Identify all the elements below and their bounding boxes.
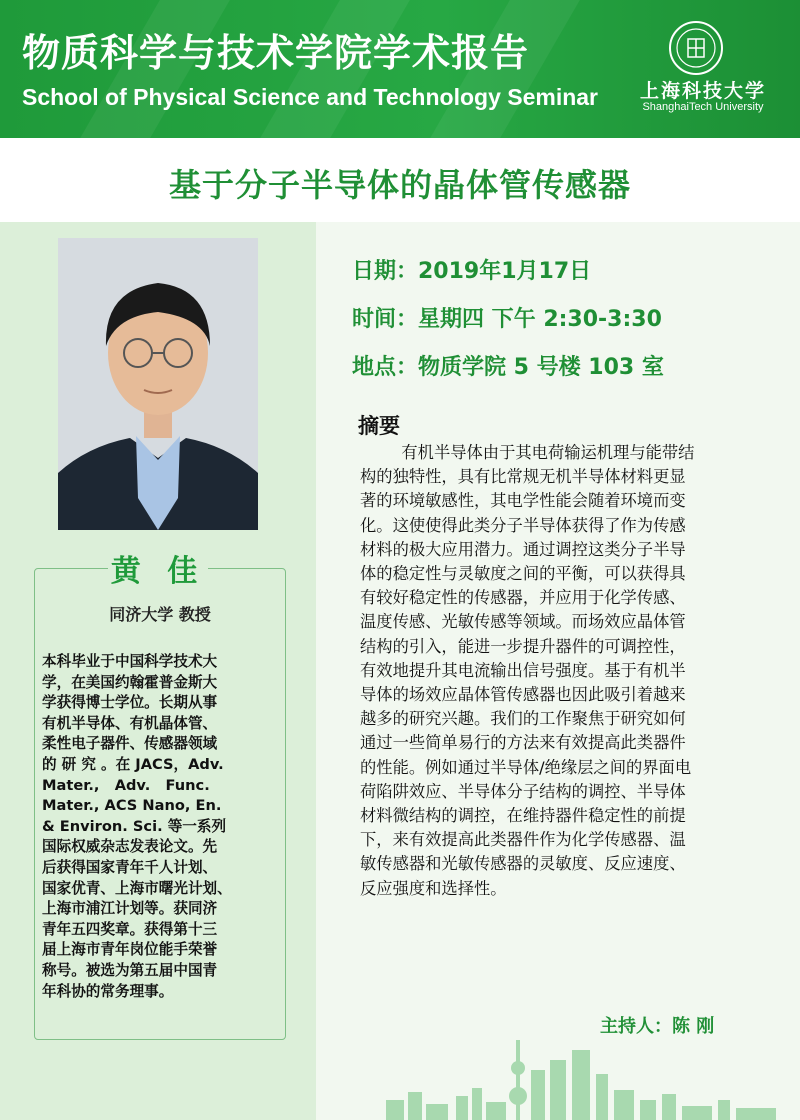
abstract-line: 越多的研究兴趣。我们的工作聚焦于研究如何: [360, 709, 686, 729]
speaker-name-wrap: [108, 544, 208, 588]
abstract-heading: 摘要: [358, 414, 400, 438]
abstract-line: 有较好稳定性的传感器，并应用于化学传感、: [360, 588, 686, 608]
bio-line: 本科毕业于中国科学技术大: [42, 653, 218, 670]
abstract-line: 材料微结构的调控，在维持器件稳定性的前提: [360, 806, 686, 826]
bio-line: Mater., ACS Nano, En.: [42, 797, 222, 815]
abstract-line: 荷陷阱效应、半导体分子结构的调控、半导体: [360, 781, 686, 801]
university-seal-icon: [668, 20, 724, 76]
bio-line: 学，在美国约翰霍普金斯大: [42, 673, 218, 691]
bio-line: 有机半导体、有机晶体管、: [42, 714, 218, 732]
abstract-line: 著的环境敏感性，其电学性能会随着环境而变: [360, 491, 686, 511]
bio-line: 称号。被选为第五届中国青: [42, 961, 218, 979]
speaker-portrait: [58, 238, 258, 530]
bio-line: 上海市浦江计划等。获同济: [42, 900, 218, 918]
abstract-line: 通过一些简单易行的方法来有效提高此类器件: [360, 733, 686, 753]
university-name-cn: 上海科技大学: [639, 80, 766, 102]
speaker-affiliation: 同济大学 教授: [109, 605, 211, 624]
abstract-line: 材料的极大应用潜力。通过调控这类分子半导: [360, 539, 686, 559]
shanghai-skyline-icon: [316, 1030, 800, 1120]
seminar-title-cn: 物质科学与技术学院学术报告: [22, 31, 530, 75]
abstract-line: 有机半导体由于其电荷输运机理与能带结: [360, 443, 695, 462]
bio-line: Mater., Adv. Func.: [42, 776, 210, 794]
report-title-band: [0, 138, 800, 222]
abstract-line: 有效地提升其电流输出信号强度。基于有机半: [360, 660, 686, 680]
report-title: 基于分子半导体的晶体管传感器: [168, 166, 631, 204]
abstract-line: 导体的场效应晶体管传感器也因此吸引着越来: [360, 685, 686, 705]
abstract-line: 温度传感、光敏传感等领域。而场效应晶体管: [360, 612, 686, 632]
bio-line: 学获得博士学位。长期从事: [42, 694, 218, 712]
abstract-line: 结构的引入，能进一步提升器件的可调控性，: [360, 636, 686, 656]
host-name: 主持人：陈 刚: [600, 1016, 715, 1037]
abstract-line: 反应强度和选择性。: [360, 878, 507, 898]
speaker-name: 黄 佳: [110, 554, 206, 589]
abstract-line: 下，来有效提高此类器件作为化学传感器、温: [360, 830, 686, 850]
bio-line: 的 研 究 。在 JACS，Adv.: [42, 755, 224, 773]
bio-line: 青年五四奖章。获得第十三: [42, 920, 218, 938]
abstract-line: 构的独特性，具有比常规无机半导体材料更显: [360, 467, 686, 487]
abstract-line: 敏传感器和光敏传感器的灵敏度、反应速度、: [360, 854, 686, 874]
bio-line: 届上海市青年岗位能手荣誉: [42, 941, 218, 959]
abstract-line: 化。这使使得此类分子半导体获得了作为传感: [360, 515, 686, 535]
seminar-title-en: School of Physical Science and Technology Seminar: [22, 84, 599, 110]
event-time: 时间：星期四 下午 2:30-3:30: [352, 307, 662, 332]
abstract-line: 体的稳定性与灵敏度之间的平衡，可以获得具: [360, 564, 686, 584]
abstract-line: 的性能。例如通过半导体/绝缘层之间的界面电: [360, 757, 692, 777]
bio-line: 后获得国家青年千人计划、: [42, 858, 218, 876]
abstract-body: [360, 441, 786, 901]
bio-line: 国际权威杂志发表论文。先: [42, 838, 218, 856]
bio-line: 年科协的常务理事。: [42, 982, 174, 1000]
event-date: 日期：2019年1月17日: [352, 259, 592, 284]
bio-line: & Environ. Sci. 等一系列: [42, 817, 227, 835]
event-location: 地点：物质学院 5 号楼 103 室: [352, 355, 664, 380]
bio-line: 柔性电子器件、传感器领域: [42, 735, 218, 753]
university-name-en: ShanghaiTech University: [642, 101, 764, 113]
header-banner: [0, 0, 800, 138]
speaker-bio: [42, 652, 282, 1002]
bio-line: 国家优青、上海市曙光计划、: [42, 879, 232, 897]
